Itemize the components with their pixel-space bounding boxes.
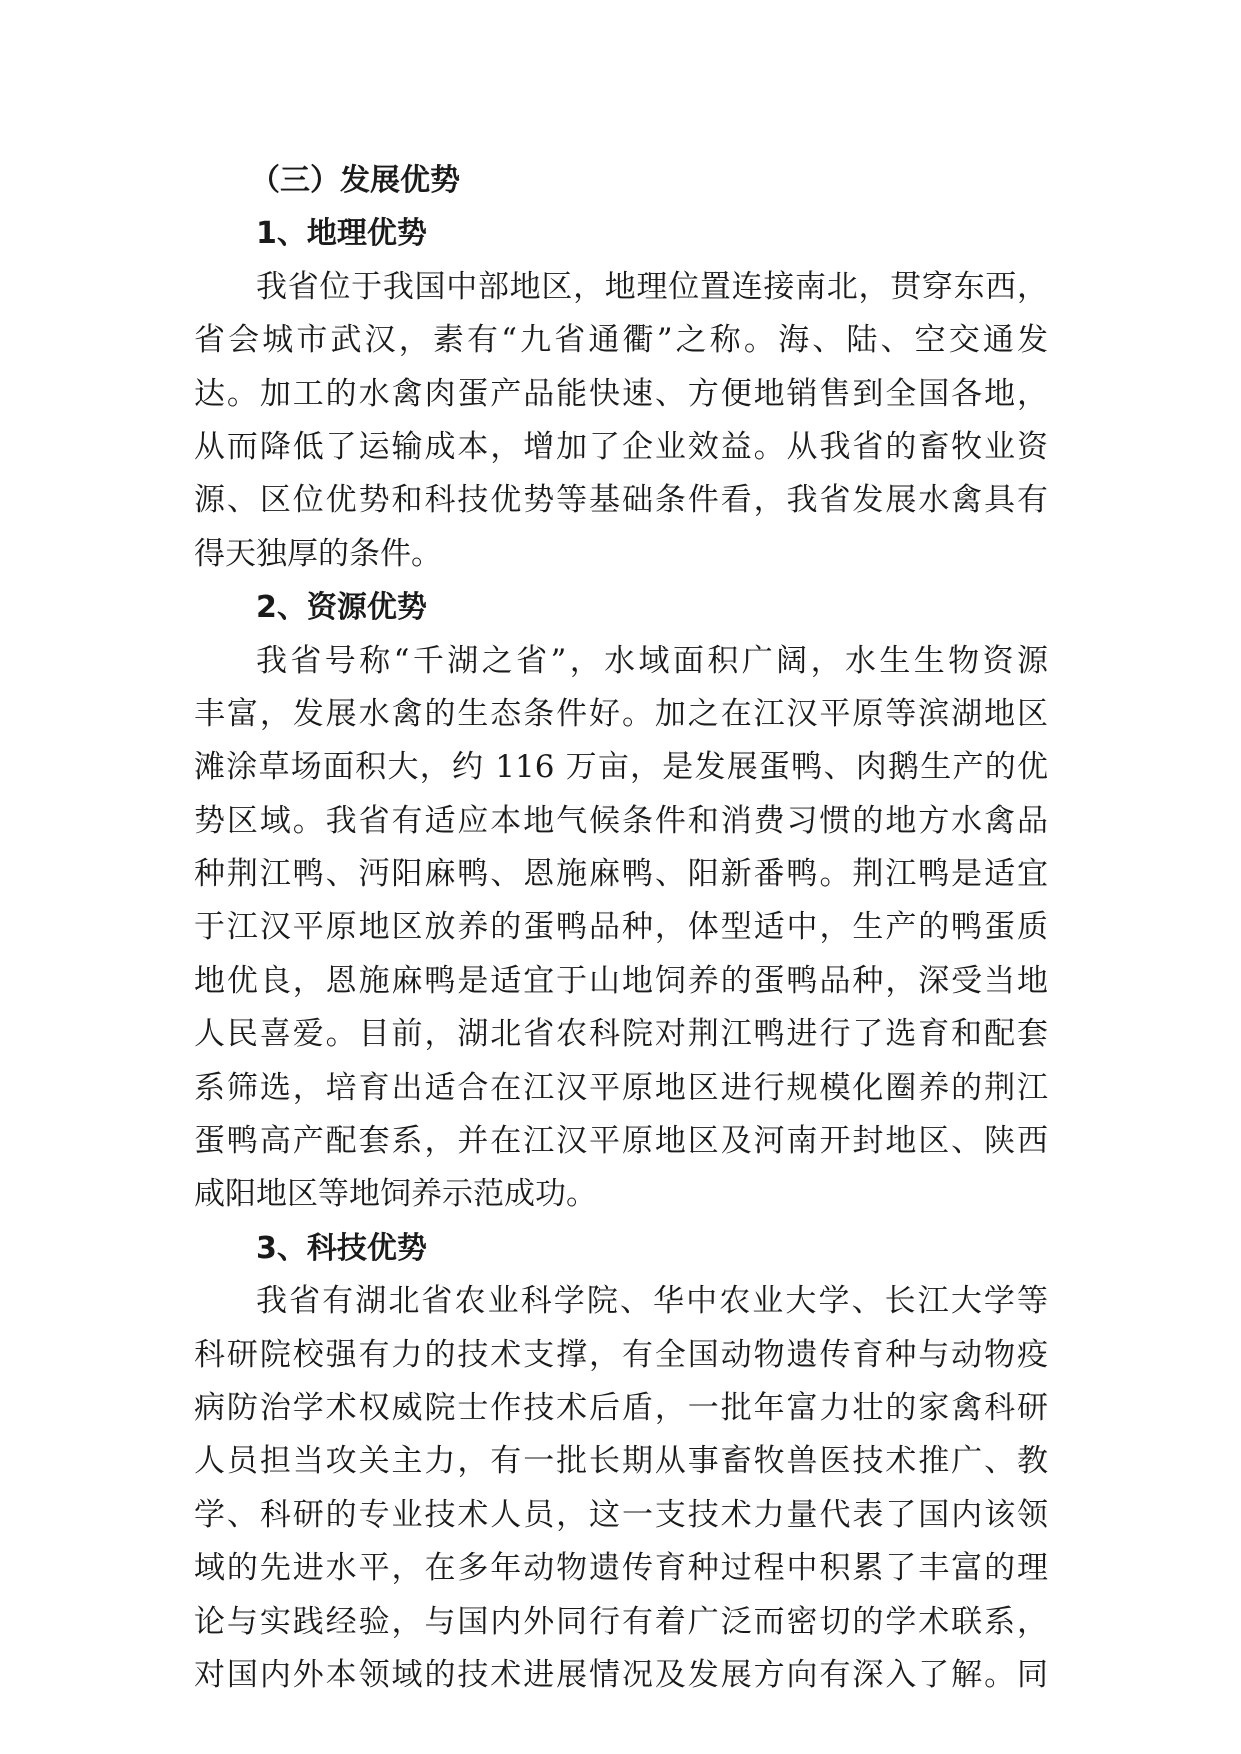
paragraph-line: 达。加工的水禽肉蛋产品能快速、方便地销售到全国各地， [194,375,1048,412]
paragraph-line: 对国内外本领域的技术进展情况及发展方向有深入了解。同 [194,1656,1048,1693]
paragraph-line: 从而降低了运输成本，增加了企业效益。从我省的畜牧业资 [194,428,1048,465]
paragraph-line: 地优良，恩施麻鸭是适宜于山地饲养的蛋鸭品种，深受当地 [194,962,1048,999]
paragraph-line: 省会城市武汉，素有“九省通衢”之称。海、陆、空交通发 [194,322,1048,359]
paragraph-line: 势区域。我省有适应本地气候条件和消费习惯的地方水禽品 [194,802,1048,839]
paragraph-line: 滩涂草场面积大，约 116 万亩，是发展蛋鸭、肉鹅生产的优 [194,749,1048,786]
paragraph-line: 人民喜爱。目前，湖北省农科院对荆江鸭进行了选育和配套 [194,1016,1048,1053]
subsection-heading-resources: 2、资源优势 [256,590,427,626]
paragraph-line: 人员担当攻关主力，有一批长期从事畜牧兽医技术推广、教 [194,1443,1048,1480]
paragraph-line: 于江汉平原地区放养的蛋鸭品种，体型适中，生产的鸭蛋质 [194,909,1048,946]
paragraph-line: 科研院校强有力的技术支撑，有全国动物遗传育种与动物疫 [194,1336,1048,1373]
paragraph-line: 种荆江鸭、沔阳麻鸭、恩施麻鸭、阳新番鸭。荆江鸭是适宜 [194,856,1048,893]
document-body [194,154,1048,1702]
paragraph-line: 病防治学术权威院士作技术后盾，一批年富力壮的家禽科研 [194,1389,1048,1426]
paragraph-line: 源、区位优势和科技优势等基础条件看，我省发展水禽具有 [194,482,1048,519]
subsection-heading-technology: 3、科技优势 [256,1230,427,1266]
paragraph-line: 丰富，发展水禽的生态条件好。加之在江汉平原等滨湖地区 [194,695,1048,732]
paragraph-line: 我省号称“千湖之省”，水域面积广阔，水生生物资源 [256,642,1048,679]
paragraph-line: 我省有湖北省农业科学院、华中农业大学、长江大学等 [256,1283,1048,1320]
paragraph-line: 咸阳地区等地饲养示范成功。 [194,1176,597,1213]
paragraph-line: 学、科研的专业技术人员，这一支技术力量代表了国内该领 [194,1496,1048,1533]
paragraph-line: 蛋鸭高产配套系，并在江汉平原地区及河南开封地区、陕西 [194,1123,1048,1160]
paragraph-line: 论与实践经验，与国内外同行有着广泛而密切的学术联系， [194,1603,1048,1640]
paragraph-line: 得天独厚的条件。 [194,535,442,572]
paragraph-line: 系筛选，培育出适合在江汉平原地区进行规模化圈养的荆江 [194,1069,1048,1106]
paragraph-line: 我省位于我国中部地区，地理位置连接南北，贯穿东西， [256,268,1048,305]
subsection-heading-geography: 1、地理优势 [256,216,427,252]
paragraph-line: 域的先进水平，在多年动物遗传育种过程中积累了丰富的理 [194,1550,1048,1587]
section-title: （三）发展优势 [250,163,460,198]
